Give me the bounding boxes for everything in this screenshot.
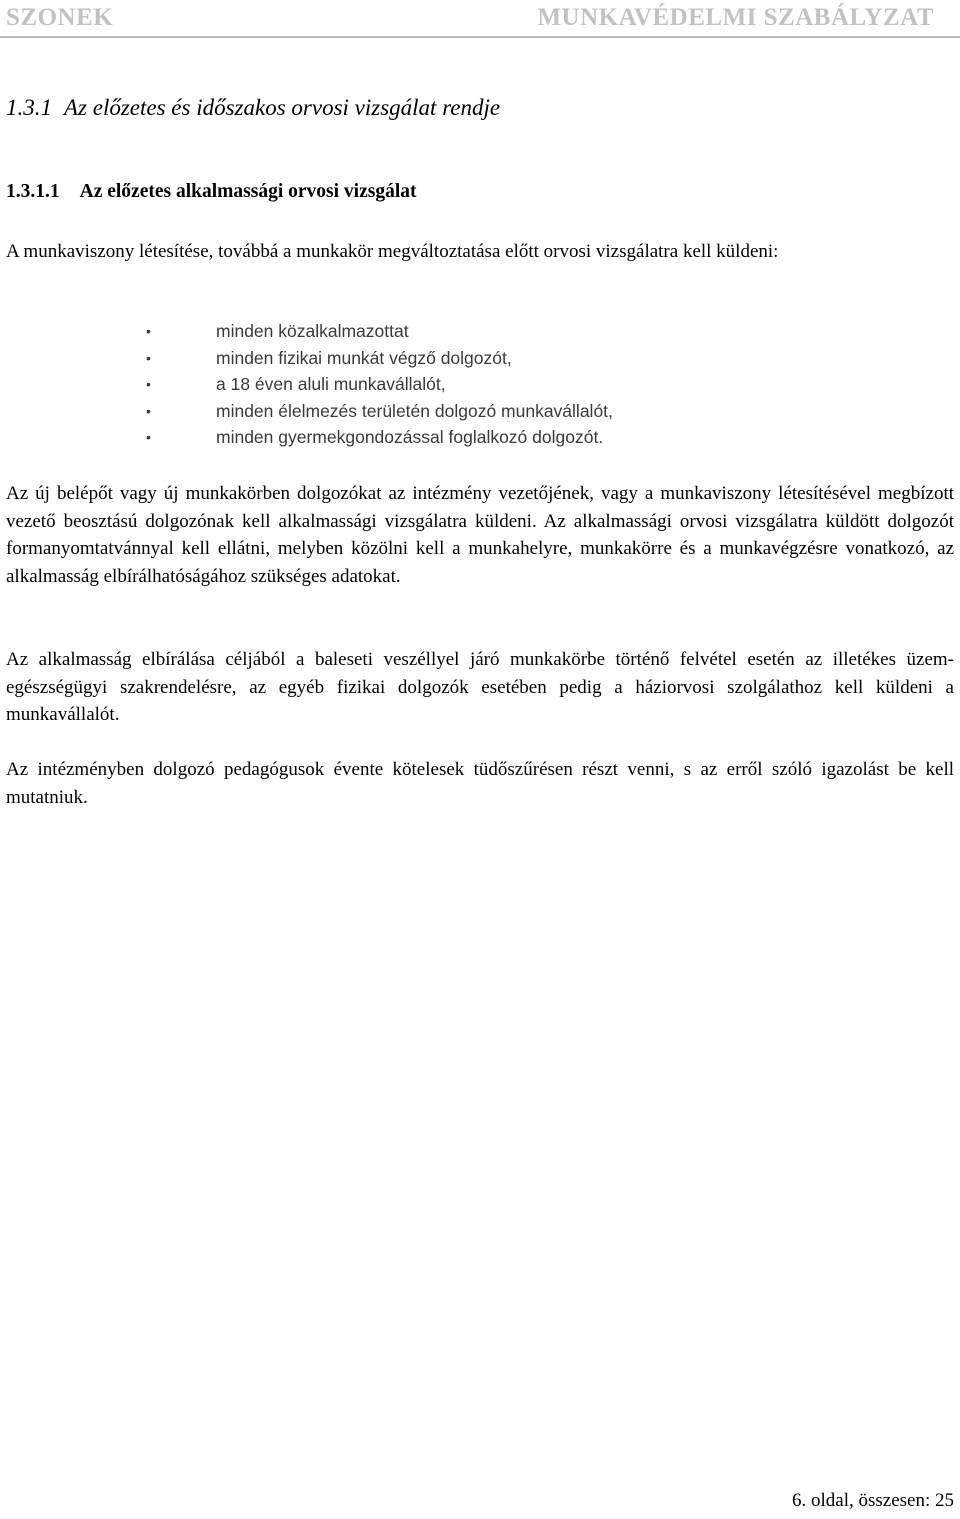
intro-paragraph: A munkaviszony létesítése, továbbá a munkakör megváltoztatása előtt orvosi vizsgálatra kell küldeni: [6,241,779,262]
list-item [0,398,960,425]
list-item [0,318,960,345]
header-organization: SZONEK [6,4,114,31]
list-item [0,424,960,451]
subsection-heading [6,181,417,203]
list-item-text: minden élelmezés területén dolgozó munkavállalót, [216,400,613,421]
list-item-text: minden fizikai munkát végző dolgozót, [216,347,512,368]
section-heading [6,95,500,121]
header-document-title: MUNKAVÉDELMI SZABÁLYZAT [537,4,934,31]
page-header [0,0,960,38]
subsection-number: 1.3.1.1 [6,181,60,202]
employee-bullet-list [0,318,960,451]
bullet-icon: • [146,349,151,366]
subsection-title: Az előzetes alkalmassági orvosi vizsgálat [79,181,417,202]
bullet-icon: • [146,323,151,339]
section-title: Az előzetes és időszakos orvosi vizsgálat rendje [64,95,501,120]
list-item [0,345,960,372]
list-item-text: a 18 éven aluli munkavállalót, [216,374,446,395]
bullet-icon: • [146,429,151,446]
bullet-icon: • [146,376,151,393]
section-number: 1.3.1 [6,95,52,120]
list-item-text: minden gyermekgondozással foglalkozó dolgozót. [216,427,604,448]
bullet-icon: • [146,402,151,419]
body-paragraph: Az alkalmasság elbírálása céljából a baleseti veszéllyel járó munkakörbe történő felvétel esetén az illetékes üzem-egészségügyi szakrendelésre, az egyéb fizikai dolgozók esetében pedig a háziorvosi szolgálathoz kell küldeni a munkavállalót. [6,649,954,725]
list-item-text: minden közalkalmazottat [216,321,409,341]
list-item [0,371,960,398]
body-paragraph: Az új belépőt vagy új munkakörben dolgozókat az intézmény vezetőjének, vagy a munkaviszony létesítésével megbízott vezető beosztású dolgozónak kell alkalmassági vizsgálatra küldeni. Az alkalmassági orvosi vizsgálatra küldött dolgozót formanyomtatvánnyal kell ellátni, melyben közölni kell a munkahelyre, munkakörre és a munkavégzésre vonatkozó, az alkalmasság elbírálhatóságához szükséges adatokat. [6,483,954,587]
body-paragraph: Az intézményben dolgozó pedagógusok évente kötelesek tüdőszűrésen részt venni, s az erről szóló igazolást be kell mutatniuk. [6,759,954,808]
page-number-footer: 6. oldal, összesen: 25 [791,1490,954,1511]
